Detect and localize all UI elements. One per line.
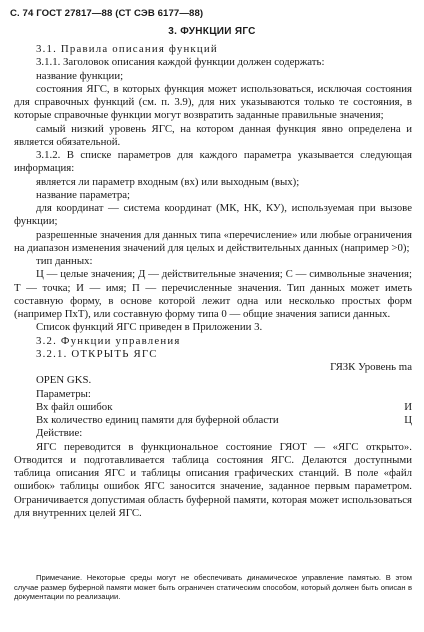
list-item-name: название функции;: [36, 69, 124, 82]
parameter-row-error-file: [14, 401, 412, 414]
list-item-coordinates: для координат — система координат (МК, НК, КУ), используемая при вызове функции;: [14, 202, 412, 228]
chapter-title: 3. ФУНКЦИИ ЯГС: [168, 26, 256, 37]
function-english-name: OPEN GKS.: [36, 374, 92, 387]
section-heading-3-2: 3.2. Функции управления: [36, 334, 181, 347]
list-item-states: состояния ЯГС, в которых функция может использоваться, исключая состояния для справочных функций (см. п. 3.9), для них указываются только те состояния, в которые справочные функции могут возвратить заданные правильные значения;: [14, 82, 412, 122]
paragraph-3-1-1: 3.1.1. Заголовок описания каждой функции должен содержать:: [36, 56, 325, 69]
parameters-label: Параметры:: [36, 387, 91, 400]
parameter-row-buffer-size: [14, 414, 412, 427]
body-text: [14, 43, 412, 520]
action-label: Действие:: [36, 427, 83, 440]
list-item-level: самый низкий уровень ЯГС, на котором данная функция явно определена и является обязательной.: [14, 122, 412, 148]
list-item-allowed-values: разрешенные значения для данных типа «перечисление» или любые ограничения на диапазон изменения значений для целых и действительных данных (например >0);: [14, 228, 412, 254]
paragraph-3-1-2: 3.1.2. В списке параметров для каждого параметра указывается следующая информация:: [14, 149, 412, 175]
running-header: С. 74 ГОСТ 27817—88 (СТ СЭВ 6177—88): [10, 8, 204, 19]
section-heading-3-1: 3.1. Правила описания функций: [36, 43, 218, 55]
parameter-type: И: [404, 400, 412, 413]
level-indicator: ГЯЗК Уровень ma: [330, 361, 412, 373]
list-item-inout: является ли параметр входным (вх) или выходным (вых);: [36, 175, 300, 188]
data-type-definitions: Ц — целые значения; Д — действительные значения; С — символьные значения; Т — точка; И — имя; П — перечисленные значения. Тип данных может иметь составную форму, в основе которой лежит одна или несколько простых форм (например ПхТ), или составную форму типа 0 — общие значения записи данных.: [14, 268, 412, 320]
function-level-row: [14, 361, 412, 374]
parameter-description: Вх файл ошибок: [36, 400, 113, 413]
function-list-reference: Список функций ЯГС приведен в Приложении 3.: [36, 321, 263, 334]
footnote: Примечание. Некоторые среды могут не обеспечивать динамическое управление памятью. В этом случае размер буферной памяти может быть ограничен статическим способом, который должен быть описан в документации по реализации.: [14, 573, 412, 602]
action-description: ЯГС переводится в функциональное состояние ГЯОТ — «ЯГС открыто». Отводится и подготавливается таблица состояния ЯГС. Делаются доступными таблица описания ЯГС и таблицы описания графических станций. В поле «файл ошибок» таблицы ошибок ЯГС заносится значение, заданное первым параметром. Ограничивается допустимая область буферной памяти, которая может использоваться для внутренних целей ЯГС.: [14, 440, 412, 519]
list-item-data-type: тип данных:: [36, 255, 93, 267]
parameter-type: Ц: [404, 414, 412, 426]
function-heading-open-gks: 3.2.1. ОТКРЫТЬ ЯГС: [36, 347, 158, 360]
list-item-param-name: название параметра;: [36, 188, 131, 201]
parameter-description: Вх количество единиц памяти для буферной области: [36, 414, 279, 426]
